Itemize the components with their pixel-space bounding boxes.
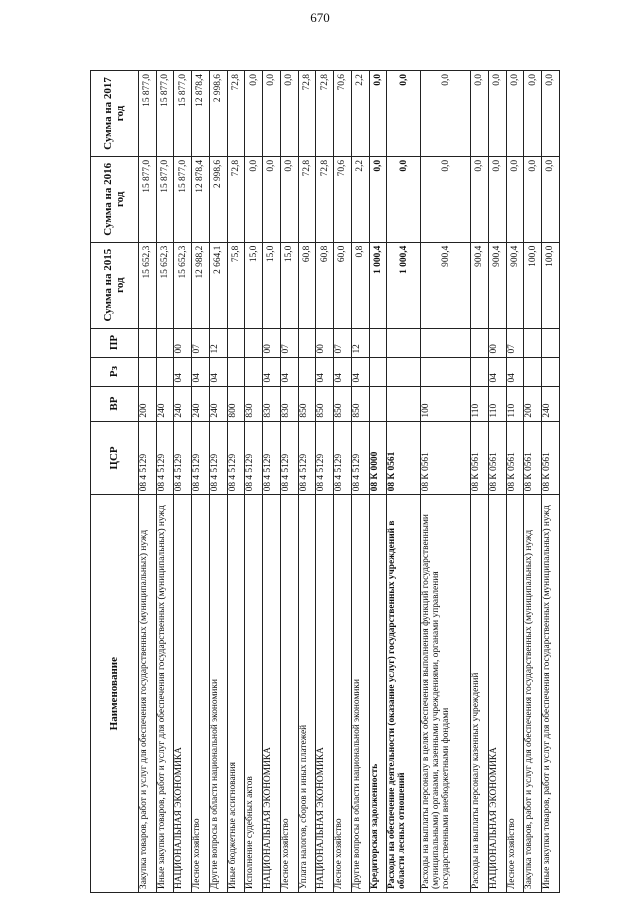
cell-name: НАЦИОНАЛЬНАЯ ЭКОНОМИКА <box>174 495 192 893</box>
cell-rz: 04 <box>192 357 210 386</box>
cell-rz: 04 <box>334 357 352 386</box>
cell-2016: 2,2 <box>351 156 369 242</box>
cell-2015: 1 000,4 <box>387 242 421 328</box>
cell-csr: 08 К 0561 <box>542 421 560 495</box>
header-rz: Рз <box>91 357 139 386</box>
cell-csr: 08 4 5129 <box>192 421 210 495</box>
table-row <box>351 71 369 893</box>
cell-csr: 08 4 5129 <box>156 421 174 495</box>
cell-vr: 240 <box>156 386 174 421</box>
cell-name: Иные закупки товаров, работ и услуг для обеспечения государственных (муниципальных) нужд <box>542 495 560 893</box>
cell-2015: 900,4 <box>506 242 524 328</box>
cell-name: Лесное хозяйство <box>334 495 352 893</box>
cell-name: Исполнение судебных актов <box>245 495 263 893</box>
header-2017: Сумма на 2017 год <box>91 71 139 157</box>
cell-2016: 72,8 <box>298 156 316 242</box>
cell-vr: 240 <box>209 386 227 421</box>
cell-2017: 0,0 <box>263 71 281 157</box>
cell-rz <box>139 357 157 386</box>
cell-name: Лесное хозяйство <box>506 495 524 893</box>
cell-2015: 75,8 <box>227 242 245 328</box>
cell-pr: 07 <box>192 328 210 357</box>
table-row <box>298 71 316 893</box>
cell-rz <box>387 357 421 386</box>
cell-vr: 240 <box>174 386 192 421</box>
table-row <box>174 71 192 893</box>
cell-csr: 08 К 0000 <box>369 421 387 495</box>
cell-rz: 04 <box>316 357 334 386</box>
budget-table <box>90 70 560 893</box>
cell-csr: 08 К 0561 <box>524 421 542 495</box>
cell-pr: 12 <box>209 328 227 357</box>
cell-rz <box>421 357 471 386</box>
rotated-table-container <box>90 70 560 893</box>
cell-pr: 07 <box>280 328 298 357</box>
cell-csr: 08 4 5129 <box>316 421 334 495</box>
cell-pr <box>369 328 387 357</box>
cell-pr: 07 <box>334 328 352 357</box>
cell-2015: 60,8 <box>316 242 334 328</box>
cell-2017: 72,8 <box>316 71 334 157</box>
cell-pr: 00 <box>263 328 281 357</box>
cell-2015: 1 000,4 <box>369 242 387 328</box>
cell-2015: 900,4 <box>471 242 489 328</box>
cell-2016: 15 877,0 <box>139 156 157 242</box>
cell-2016: 0,0 <box>369 156 387 242</box>
header-name: Наименование <box>91 495 139 893</box>
cell-csr: 08 4 5129 <box>245 421 263 495</box>
cell-vr <box>387 386 421 421</box>
table-row <box>245 71 263 893</box>
cell-name: НАЦИОНАЛЬНАЯ ЭКОНОМИКА <box>488 495 506 893</box>
cell-2016: 0,0 <box>387 156 421 242</box>
cell-vr <box>369 386 387 421</box>
cell-2017: 2,2 <box>351 71 369 157</box>
cell-2015: 15,0 <box>263 242 281 328</box>
cell-name: Другие вопросы в области национальной экономики <box>351 495 369 893</box>
table-row <box>387 71 421 893</box>
cell-vr: 240 <box>192 386 210 421</box>
cell-name: НАЦИОНАЛЬНАЯ ЭКОНОМИКА <box>316 495 334 893</box>
table-header-row <box>91 71 139 893</box>
cell-pr: 00 <box>174 328 192 357</box>
table-row <box>369 71 387 893</box>
cell-vr: 830 <box>263 386 281 421</box>
cell-2017: 15 877,0 <box>156 71 174 157</box>
cell-vr: 100 <box>421 386 471 421</box>
cell-2017: 0,0 <box>421 71 471 157</box>
table-row <box>192 71 210 893</box>
cell-vr: 110 <box>506 386 524 421</box>
cell-vr: 830 <box>280 386 298 421</box>
cell-name: Закупка товаров, работ и услуг для обеспечения государственных (муниципальных) нужд <box>524 495 542 893</box>
cell-pr <box>421 328 471 357</box>
table-row <box>139 71 157 893</box>
cell-2017: 0,0 <box>542 71 560 157</box>
cell-vr: 850 <box>316 386 334 421</box>
cell-csr: 08 4 5129 <box>209 421 227 495</box>
cell-pr <box>524 328 542 357</box>
cell-pr: 12 <box>351 328 369 357</box>
cell-2015: 12 988,2 <box>192 242 210 328</box>
cell-csr: 08 К 0561 <box>471 421 489 495</box>
table-row <box>227 71 245 893</box>
cell-name: Закупка товаров, работ и услуг для обеспечения государственных (муниципальных) нужд <box>139 495 157 893</box>
cell-rz: 04 <box>209 357 227 386</box>
cell-name: Иные бюджетные ассигнования <box>227 495 245 893</box>
page-number: 670 <box>310 10 330 25</box>
cell-rz: 04 <box>351 357 369 386</box>
cell-pr <box>245 328 263 357</box>
cell-2017: 0,0 <box>488 71 506 157</box>
cell-2017: 2 998,6 <box>209 71 227 157</box>
cell-rz <box>524 357 542 386</box>
cell-2016: 0,0 <box>524 156 542 242</box>
cell-2015: 60,0 <box>334 242 352 328</box>
cell-2015: 15,0 <box>245 242 263 328</box>
cell-2015: 15 652,3 <box>156 242 174 328</box>
cell-2015: 15 652,3 <box>174 242 192 328</box>
cell-2016: 0,0 <box>488 156 506 242</box>
cell-2015: 2 664,1 <box>209 242 227 328</box>
cell-rz <box>245 357 263 386</box>
cell-csr: 08 4 5129 <box>174 421 192 495</box>
cell-2016: 70,6 <box>334 156 352 242</box>
cell-pr <box>298 328 316 357</box>
table-row <box>334 71 352 893</box>
cell-name: Кредиторская задолженность <box>369 495 387 893</box>
table-row <box>263 71 281 893</box>
header-pr: ПР <box>91 328 139 357</box>
table-row <box>209 71 227 893</box>
cell-vr: 800 <box>227 386 245 421</box>
cell-name: Иные закупки товаров, работ и услуг для обеспечения государственных (муниципальных) нужд <box>156 495 174 893</box>
cell-rz <box>156 357 174 386</box>
cell-2016: 0,0 <box>471 156 489 242</box>
cell-2017: 72,8 <box>298 71 316 157</box>
header-2016: Сумма на 2016 год <box>91 156 139 242</box>
cell-2016: 72,8 <box>316 156 334 242</box>
cell-vr: 200 <box>524 386 542 421</box>
cell-2017: 15 877,0 <box>139 71 157 157</box>
cell-csr: 08 К 0561 <box>421 421 471 495</box>
cell-2015: 900,4 <box>421 242 471 328</box>
cell-vr: 830 <box>245 386 263 421</box>
cell-rz <box>227 357 245 386</box>
cell-2015: 0,8 <box>351 242 369 328</box>
cell-vr: 850 <box>298 386 316 421</box>
cell-2017: 70,6 <box>334 71 352 157</box>
cell-2017: 0,0 <box>471 71 489 157</box>
cell-2016: 12 878,4 <box>192 156 210 242</box>
cell-name: Расходы на выплаты персоналу казенных учреждений <box>471 495 489 893</box>
cell-csr: 08 К 0561 <box>488 421 506 495</box>
cell-name: Другие вопросы в области национальной экономики <box>209 495 227 893</box>
cell-2017: 12 878,4 <box>192 71 210 157</box>
cell-2017: 15 877,0 <box>174 71 192 157</box>
cell-vr: 200 <box>139 386 157 421</box>
cell-2015: 100,0 <box>542 242 560 328</box>
cell-2016: 72,8 <box>227 156 245 242</box>
cell-pr <box>387 328 421 357</box>
cell-rz: 04 <box>280 357 298 386</box>
cell-csr: 08 4 5129 <box>334 421 352 495</box>
cell-rz <box>298 357 316 386</box>
cell-vr: 110 <box>471 386 489 421</box>
header-2015: Сумма на 2015 год <box>91 242 139 328</box>
cell-2016: 15 877,0 <box>174 156 192 242</box>
table-row <box>156 71 174 893</box>
cell-rz <box>471 357 489 386</box>
cell-2015: 15 652,3 <box>139 242 157 328</box>
cell-pr <box>227 328 245 357</box>
cell-rz: 04 <box>488 357 506 386</box>
cell-rz: 04 <box>263 357 281 386</box>
cell-vr: 110 <box>488 386 506 421</box>
cell-csr: 08 4 5129 <box>263 421 281 495</box>
cell-2016: 0,0 <box>542 156 560 242</box>
table-body <box>139 71 560 893</box>
cell-2015: 900,4 <box>488 242 506 328</box>
cell-vr: 850 <box>334 386 352 421</box>
cell-csr: 08 4 5129 <box>280 421 298 495</box>
cell-2016: 0,0 <box>280 156 298 242</box>
cell-2017: 0,0 <box>280 71 298 157</box>
table-row <box>471 71 489 893</box>
table-row <box>524 71 542 893</box>
table-row <box>316 71 334 893</box>
cell-2015: 60,8 <box>298 242 316 328</box>
cell-csr: 08 4 5129 <box>298 421 316 495</box>
cell-rz <box>369 357 387 386</box>
cell-2017: 72,8 <box>227 71 245 157</box>
cell-2016: 0,0 <box>263 156 281 242</box>
header-csr: ЦСР <box>91 421 139 495</box>
cell-2016: 0,0 <box>245 156 263 242</box>
cell-2017: 0,0 <box>387 71 421 157</box>
cell-pr: 07 <box>506 328 524 357</box>
header-vr: ВР <box>91 386 139 421</box>
cell-2015: 100,0 <box>524 242 542 328</box>
table-row <box>421 71 471 893</box>
cell-pr <box>156 328 174 357</box>
cell-name: Расходы на выплаты персоналу в целях обеспечения выполнения функций государственными (муниципальными) органами, казенными учреждениями, органами управления государственными внебюджетными фондами <box>421 495 471 893</box>
cell-csr: 08 4 5129 <box>139 421 157 495</box>
cell-csr: 08 4 5129 <box>351 421 369 495</box>
cell-csr: 08 К 0561 <box>387 421 421 495</box>
cell-2016: 0,0 <box>421 156 471 242</box>
cell-rz <box>542 357 560 386</box>
cell-2017: 0,0 <box>524 71 542 157</box>
cell-name: Уплата налогов, сборов и иных платежей <box>298 495 316 893</box>
cell-2017: 0,0 <box>369 71 387 157</box>
cell-csr: 08 4 5129 <box>227 421 245 495</box>
cell-2016: 0,0 <box>506 156 524 242</box>
cell-pr: 00 <box>488 328 506 357</box>
cell-name: Лесное хозяйство <box>280 495 298 893</box>
cell-pr <box>471 328 489 357</box>
cell-name: НАЦИОНАЛЬНАЯ ЭКОНОМИКА <box>263 495 281 893</box>
cell-2017: 0,0 <box>506 71 524 157</box>
cell-2017: 0,0 <box>245 71 263 157</box>
cell-vr: 850 <box>351 386 369 421</box>
table-row <box>542 71 560 893</box>
cell-pr: 00 <box>316 328 334 357</box>
table-row <box>488 71 506 893</box>
cell-name: Лесное хозяйство <box>192 495 210 893</box>
cell-pr <box>139 328 157 357</box>
table-row <box>506 71 524 893</box>
cell-2015: 15,0 <box>280 242 298 328</box>
cell-pr <box>542 328 560 357</box>
cell-csr: 08 К 0561 <box>506 421 524 495</box>
cell-rz: 04 <box>174 357 192 386</box>
cell-name: Расходы на обеспечение деятельности (оказание услуг) государственных учреждений в области лесных отношений <box>387 495 421 893</box>
cell-2016: 15 877,0 <box>156 156 174 242</box>
cell-vr: 240 <box>542 386 560 421</box>
cell-2016: 2 998,6 <box>209 156 227 242</box>
table-row <box>280 71 298 893</box>
cell-rz: 04 <box>506 357 524 386</box>
